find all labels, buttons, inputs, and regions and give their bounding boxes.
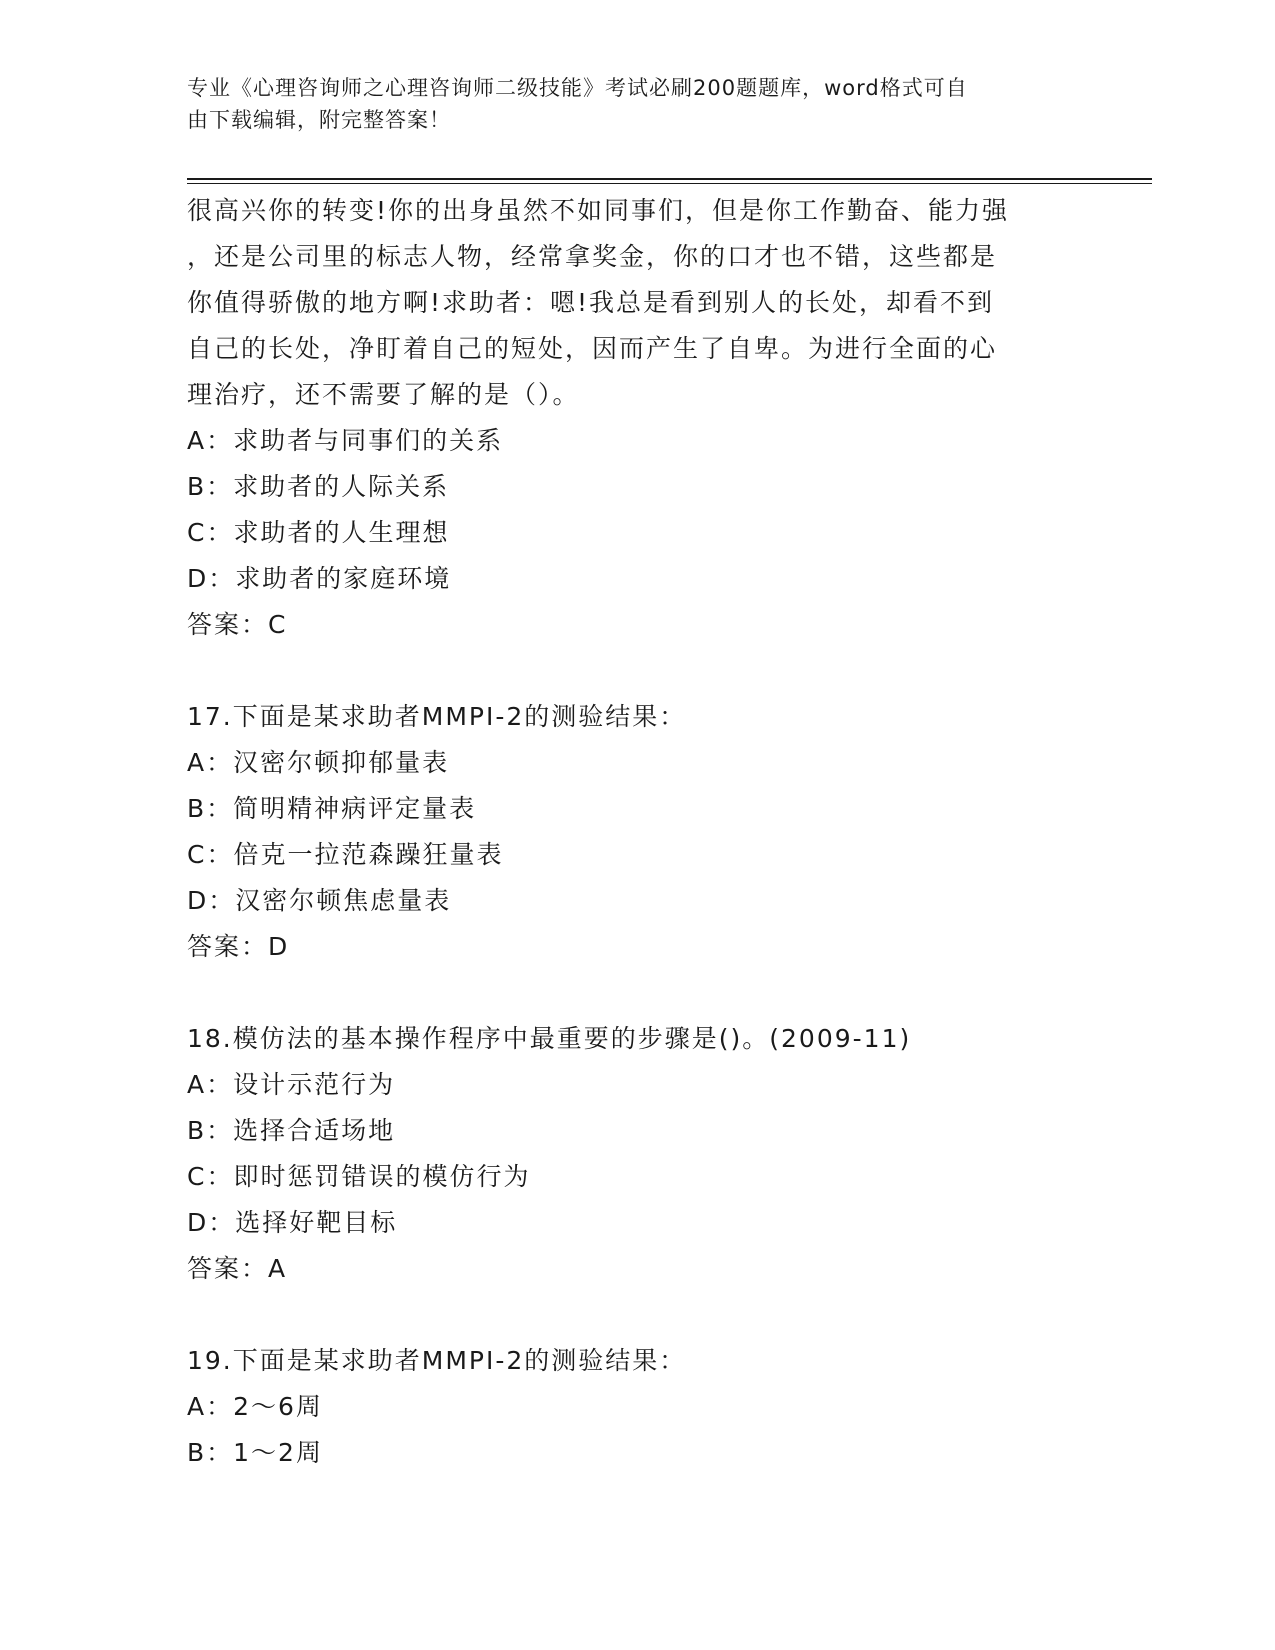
header-rule-thin — [187, 183, 1152, 184]
question-16-line-2: ，还是公司里的标志人物，经常拿奖金，你的口才也不错，这些都是 — [187, 242, 998, 271]
header-line-1: 专业《心理咨询师之心理咨询师二级技能》考试必刷200题题库，word格式可自 — [187, 76, 968, 100]
question-17 — [187, 694, 1087, 970]
document-header — [187, 72, 1067, 136]
question-18-option-c: C：即时惩罚错误的模仿行为 — [187, 1162, 531, 1191]
spacer — [187, 648, 1087, 694]
question-19 — [187, 1338, 1087, 1476]
spacer — [187, 970, 1087, 1016]
question-17-option-b: B：简明精神病评定量表 — [187, 794, 477, 823]
spacer — [187, 1292, 1087, 1338]
question-16-option-a: A：求助者与同事们的关系 — [187, 426, 504, 455]
question-17-option-c: C：倍克一拉范森躁狂量表 — [187, 840, 504, 869]
question-18-option-b: B：选择合适场地 — [187, 1116, 396, 1145]
question-18-answer: 答案：A — [187, 1254, 288, 1283]
header-line-2: 由下载编辑，附完整答案！ — [187, 108, 451, 132]
question-16-line-3: 你值得骄傲的地方啊!求助者：嗯!我总是看到别人的长处，却看不到 — [187, 288, 995, 317]
document-body — [187, 188, 1087, 1476]
question-18 — [187, 1016, 1087, 1292]
question-18-option-d: D：选择好靶目标 — [187, 1208, 398, 1237]
question-19-option-b: B：1～2周 — [187, 1438, 323, 1467]
question-17-option-a: A：汉密尔顿抑郁量表 — [187, 748, 450, 777]
question-18-option-a: A：设计示范行为 — [187, 1070, 396, 1099]
question-16-line-1: 很高兴你的转变!你的出身虽然不如同事们，但是你工作勤奋、能力强 — [187, 196, 1010, 225]
question-16-line-5: 理治疗，还不需要了解的是（）。 — [187, 380, 580, 409]
question-16-option-c: C：求助者的人生理想 — [187, 518, 450, 547]
question-18-title: 18.模仿法的基本操作程序中最重要的步骤是()。(2009-11) — [187, 1024, 912, 1053]
question-17-answer: 答案：D — [187, 932, 290, 961]
question-16-line-4: 自己的长处，净盯着自己的短处，因而产生了自卑。为进行全面的心 — [187, 334, 998, 363]
question-19-title: 19.下面是某求助者MMPI-2的测验结果： — [187, 1346, 687, 1375]
question-17-title: 17.下面是某求助者MMPI-2的测验结果： — [187, 702, 687, 731]
header-rule-thick — [187, 178, 1152, 180]
question-19-option-a: A：2～6周 — [187, 1392, 323, 1421]
question-17-option-d: D：汉密尔顿焦虑量表 — [187, 886, 452, 915]
question-16 — [187, 188, 1087, 648]
question-16-option-b: B：求助者的人际关系 — [187, 472, 450, 501]
question-16-answer: 答案：C — [187, 610, 288, 639]
question-16-option-d: D：求助者的家庭环境 — [187, 564, 452, 593]
